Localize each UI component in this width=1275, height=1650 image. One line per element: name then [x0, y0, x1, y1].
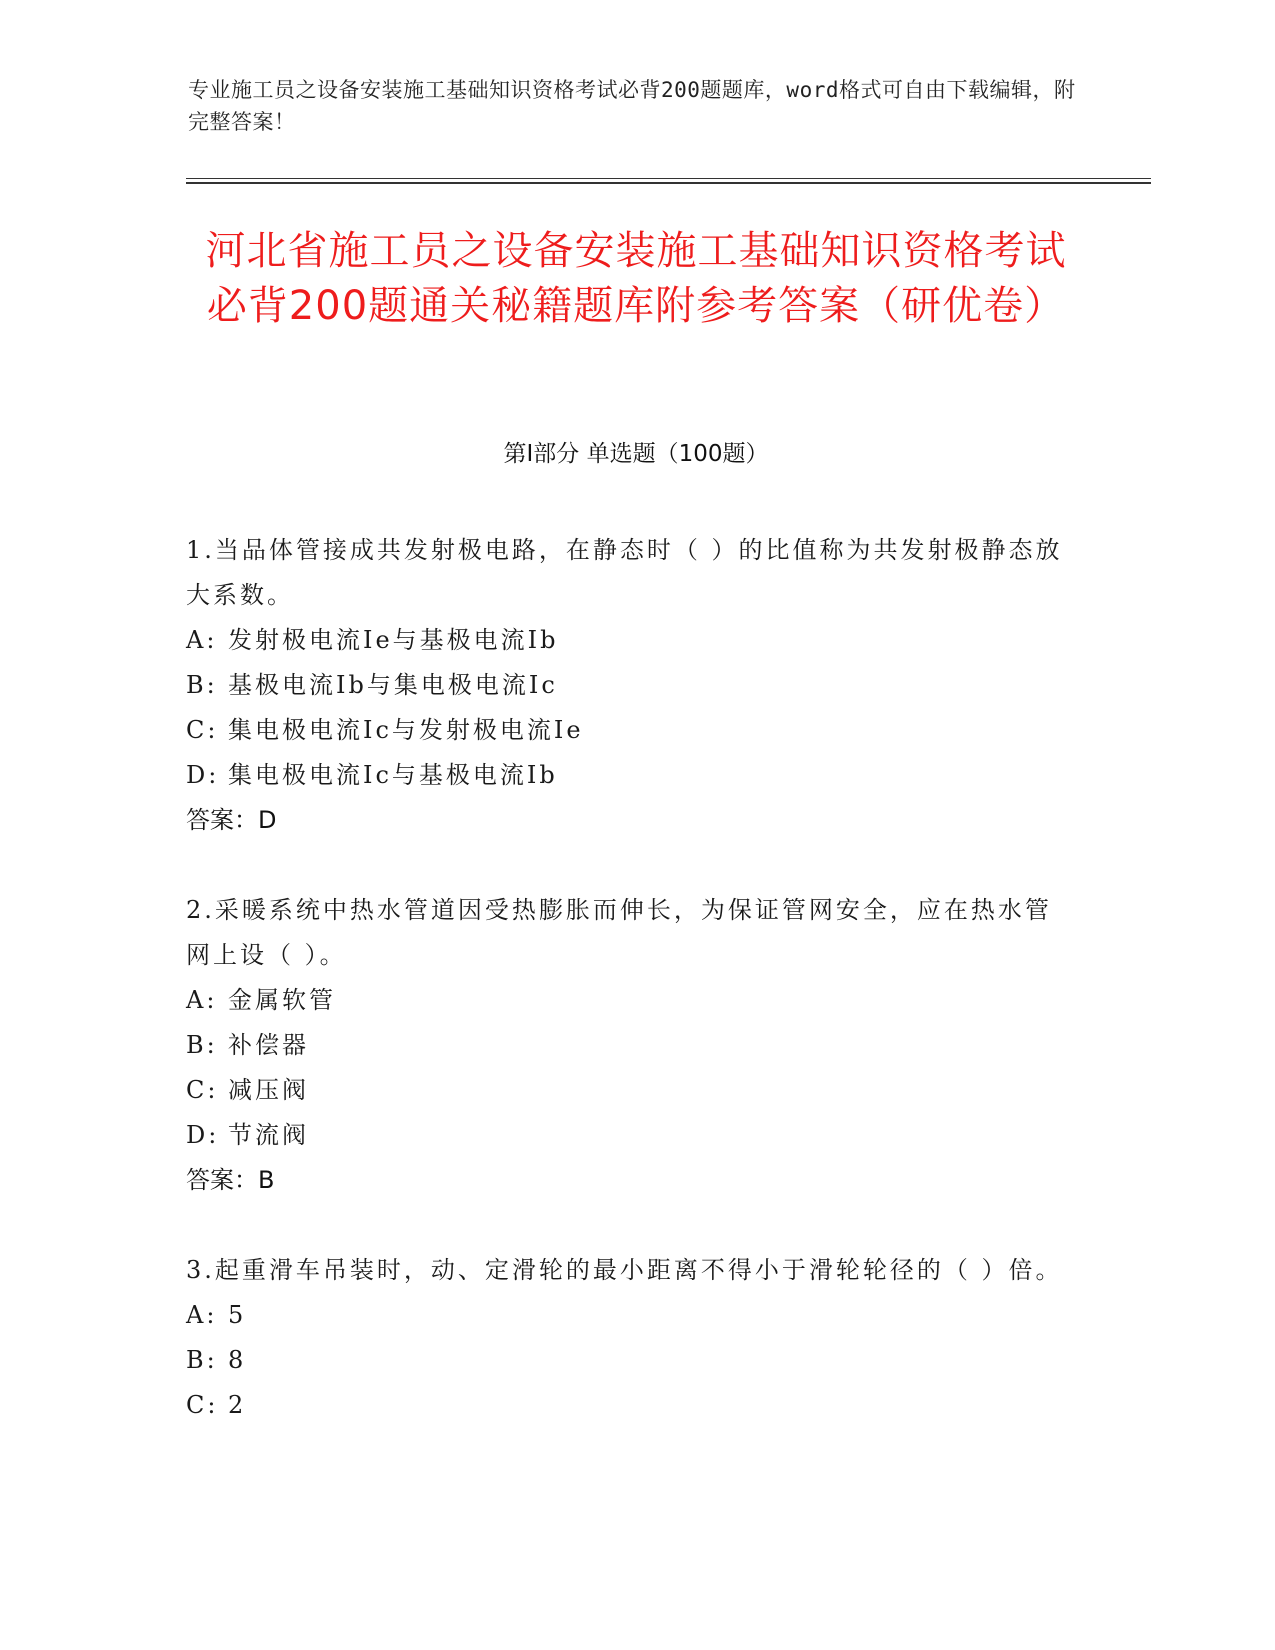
- option-text: 5: [228, 1301, 247, 1329]
- question-3: [186, 1248, 1076, 1428]
- question-stem: 3.起重滑车吊装时，动、定滑轮的最小距离不得小于滑轮轮径的（ ）倍。: [186, 1256, 1063, 1284]
- option-letter: A:: [186, 626, 218, 654]
- question-spacer: [186, 1203, 1076, 1248]
- option-letter: A:: [186, 986, 218, 1014]
- option-text: 节流阀: [228, 1121, 309, 1149]
- document-title: 河北省施工员之设备安装施工基础知识资格考试必背200题通关秘籍题库附参考答案（研优卷）: [205, 228, 1067, 329]
- option-d: [186, 753, 1076, 798]
- option-b: [186, 663, 1076, 708]
- question-stem: 2.采暖系统中热水管道因受热膨胀而伸长，为保证管网安全，应在热水管网上设（ ）。: [186, 896, 1052, 969]
- question-spacer: [186, 843, 1076, 888]
- option-text: 发射极电流Ie与基极电流Ib: [228, 626, 559, 654]
- option-text: 金属软管: [228, 986, 336, 1014]
- header-divider-thin: [186, 178, 1151, 179]
- option-text: 2: [228, 1391, 247, 1419]
- option-c: [186, 708, 1076, 753]
- option-text: 8: [228, 1346, 247, 1374]
- question-stem: 1.当品体管接成共发射极电路，在静态时（ ）的比值称为共发射极静态放大系数。: [186, 536, 1063, 609]
- option-text: 补偿器: [228, 1031, 309, 1059]
- header-note: 专业施工员之设备安装施工基础知识资格考试必背200题题库，word格式可自由下载编辑，附完整答案！: [188, 78, 1076, 134]
- option-b: [186, 1023, 1076, 1068]
- option-text: 集电极电流Ic与基极电流Ib: [228, 761, 558, 789]
- option-text: 基极电流Ib与集电极电流Ic: [228, 671, 558, 699]
- option-d: [186, 1113, 1076, 1158]
- option-c: [186, 1383, 1076, 1428]
- option-a: [186, 978, 1076, 1023]
- option-letter: C:: [186, 1391, 219, 1419]
- option-letter: D:: [186, 1121, 220, 1149]
- option-letter: A:: [186, 1301, 218, 1329]
- answer-line: 答案：D: [186, 806, 277, 834]
- option-c: [186, 1068, 1076, 1113]
- question-1: [186, 528, 1076, 843]
- option-b: [186, 1338, 1076, 1383]
- option-letter: B:: [186, 1031, 218, 1059]
- option-letter: B:: [186, 1346, 218, 1374]
- option-letter: C:: [186, 716, 219, 744]
- option-text: 集电极电流Ic与发射极电流Ie: [228, 716, 584, 744]
- answer-line: 答案：B: [186, 1166, 275, 1194]
- section-heading: 第Ⅰ部分 单选题（100题）: [503, 441, 769, 467]
- option-a: [186, 618, 1076, 663]
- option-a: [186, 1293, 1076, 1338]
- option-text: 减压阀: [228, 1076, 309, 1104]
- option-letter: B:: [186, 671, 218, 699]
- header-divider-thick: [186, 182, 1151, 184]
- question-list: [186, 528, 1076, 1428]
- question-2: [186, 888, 1076, 1203]
- option-letter: D:: [186, 761, 220, 789]
- option-letter: C:: [186, 1076, 219, 1104]
